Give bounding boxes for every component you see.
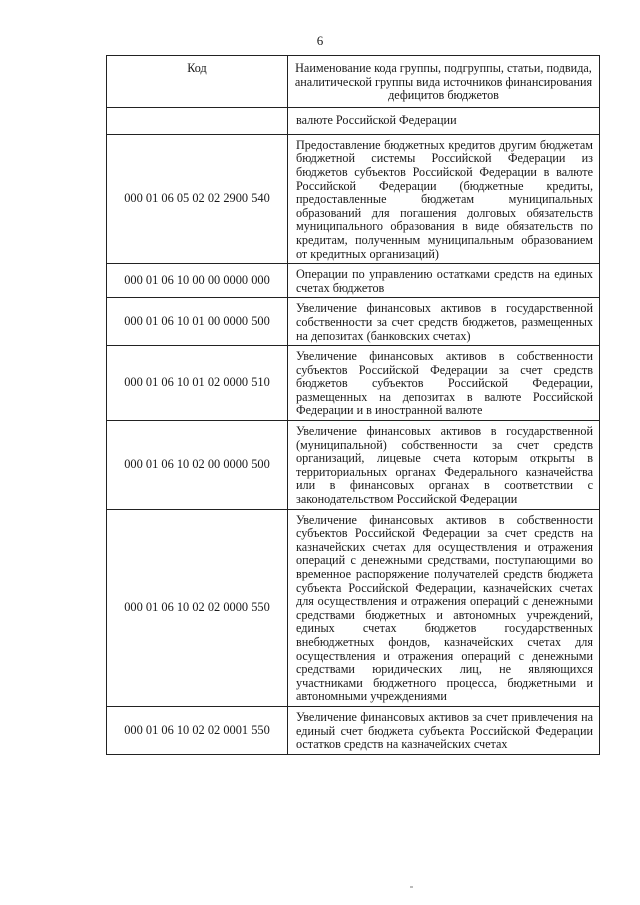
row-code xyxy=(107,107,288,134)
row-code: 000 01 06 10 01 00 0000 500 xyxy=(107,298,288,346)
row-code: 000 01 06 10 02 02 0000 550 xyxy=(107,509,288,706)
row-name: Увеличение финансовых активов в собственности субъектов Российской Федерации за счет средств бюджетов субъектов Российской Федерации, размещенных на депозитах в валюте Российской Федерации и в иностранной валюте xyxy=(288,346,600,421)
name-column-header: Наименование кода группы, подгруппы, статьи, подвида, аналитической группы вида источников финансирования дефицитов бюджетов xyxy=(288,56,600,108)
row-name: Увеличение финансовых активов в государственной (муниципальной) собственности за счет средств организаций, лицевые счета которым открыты в территориальных органах Федерального казначейства или в финансовых органах в соответствии с законодательством Российской Федерации xyxy=(288,421,600,510)
row-name: Предоставление бюджетных кредитов другим бюджетам бюджетной системы Российской Федерации из бюджетов субъектов Российской Федерации в валюте Российской Федерации (бюджетные кредиты, предоставленные бюджетам муниципальных образований для погашения долговых обязательств муниципального образования в виде обязательств по кредитам, полученным муниципальным образованием от кредитных организаций) xyxy=(288,134,600,263)
code-column-header: Код xyxy=(107,56,288,108)
table-row xyxy=(107,107,600,134)
table-row xyxy=(107,134,600,263)
table-row xyxy=(107,706,600,754)
row-code: 000 01 06 10 02 02 0001 550 xyxy=(107,706,288,754)
row-code: 000 01 06 10 01 02 0000 510 xyxy=(107,346,288,421)
table-row xyxy=(107,421,600,510)
row-code: 000 01 06 10 00 00 0000 000 xyxy=(107,264,288,298)
table-row xyxy=(107,264,600,298)
table-row xyxy=(107,298,600,346)
row-code: 000 01 06 05 02 02 2900 540 xyxy=(107,134,288,263)
page-number: 6 xyxy=(316,33,324,48)
table-header-row xyxy=(107,56,600,108)
row-name: Увеличение финансовых активов в собственности субъектов Российской Федерации за счет средств на казначейских счетах для осуществления и отражения операций с денежными средствами, поступающими во временное распоряжение получателей средств бюджета субъекта Российской Федерации, казначейских счетах для осуществления и отражения операций с денежными средствами бюджетных и автономных учреждений, единых счетах бюджетов государственных внебюджетных фондов, казначейских счетах для осуществления и отражения операций с денежными средствами юридических лиц, не являющихся участниками бюджетного процесса, бюджетными и автономными учреждениями xyxy=(288,509,600,706)
row-name: Увеличение финансовых активов в государственной собственности за счет средств бюджетов, размещенных на депозитах (банковских счетах) xyxy=(288,298,600,346)
table-row xyxy=(107,509,600,706)
row-name: Операции по управлению остатками средств на единых счетах бюджетов xyxy=(288,264,600,298)
row-code: 000 01 06 10 02 00 0000 500 xyxy=(107,421,288,510)
scan-speck xyxy=(410,886,413,888)
row-name: валюте Российской Федерации xyxy=(288,107,600,134)
source-codes-table xyxy=(106,55,600,755)
row-name: Увеличение финансовых активов за счет привлечения на единый счет бюджета субъекта Российской Федерации остатков средств на казначейских счетах xyxy=(288,706,600,754)
table-row xyxy=(107,346,600,421)
